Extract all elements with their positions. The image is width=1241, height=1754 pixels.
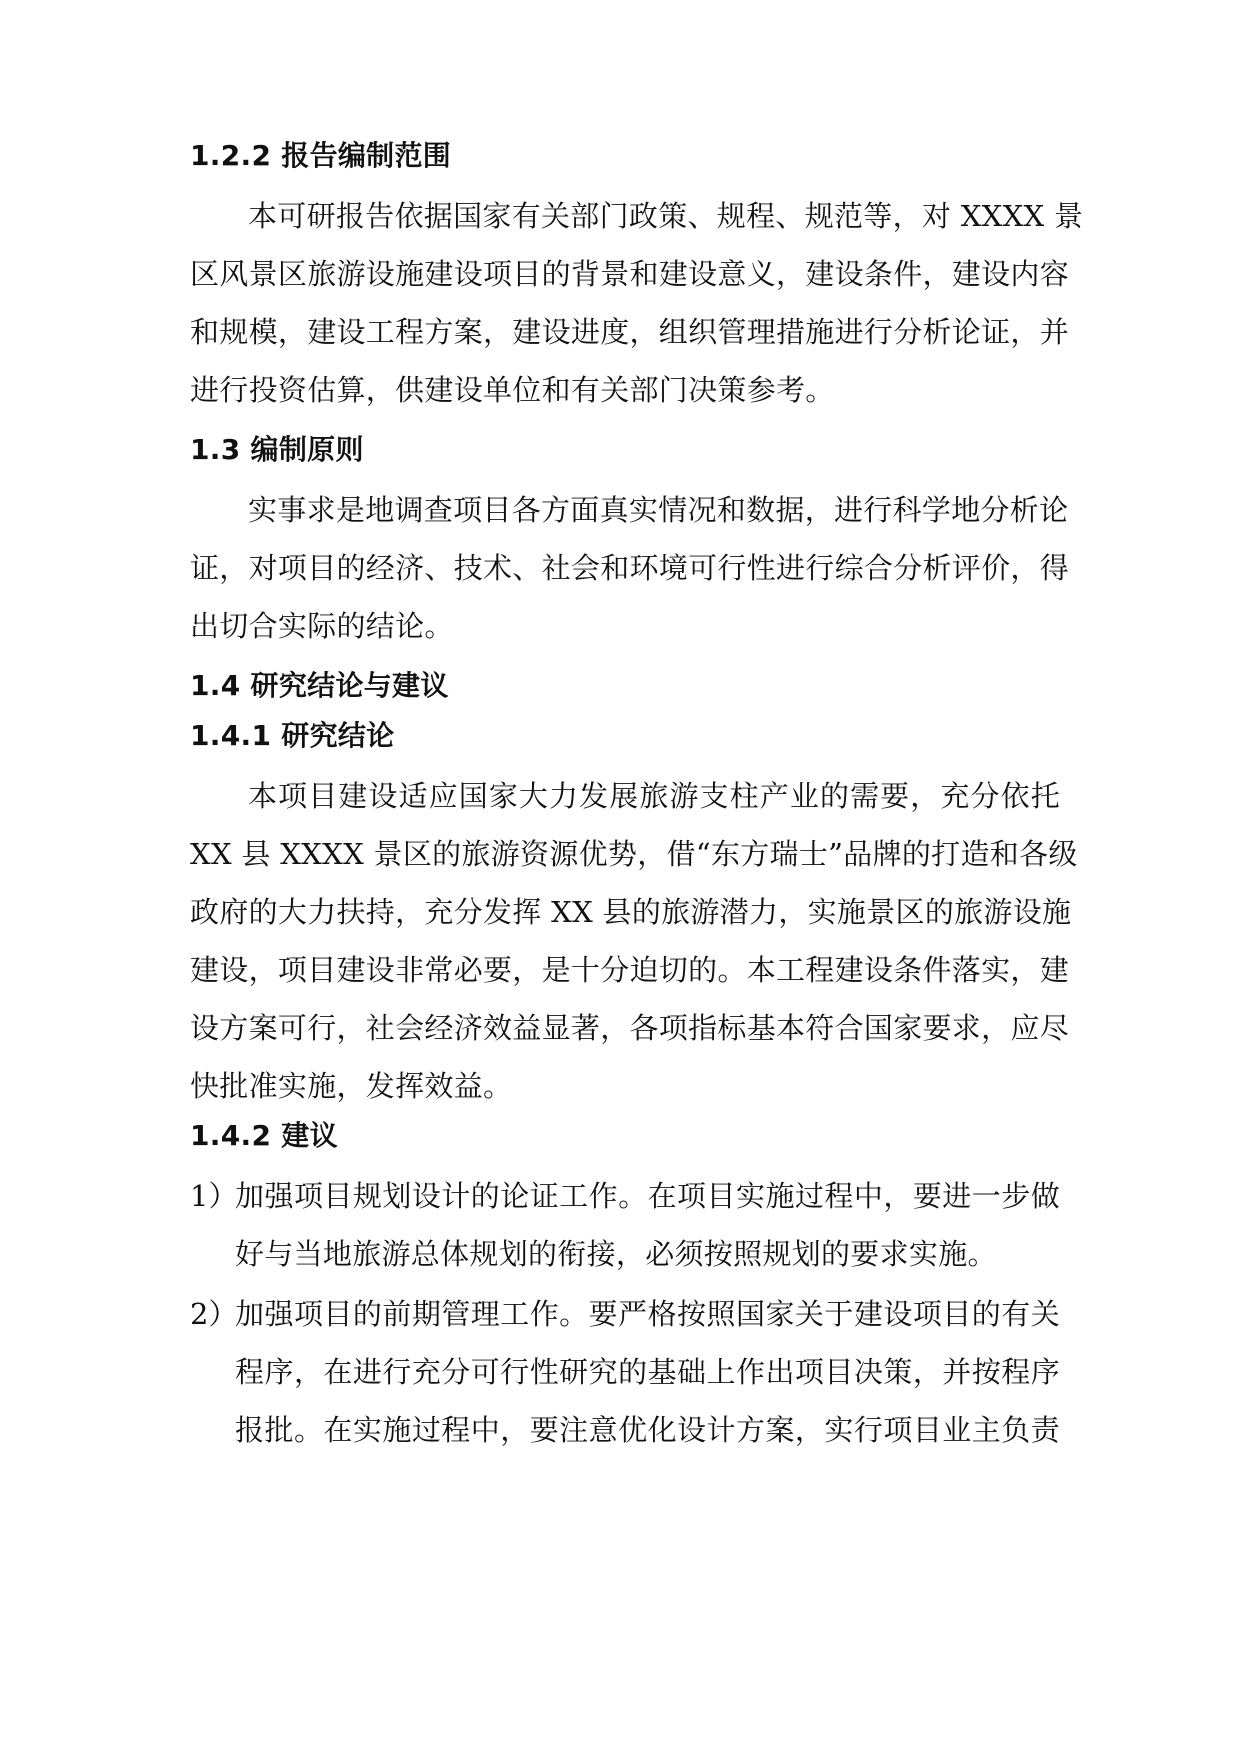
- scope-paragraph-line: 和规模，建设工程方案，建设进度，组织管理措施进行分析论证，并: [190, 315, 1070, 349]
- conclusion-paragraph-line: 政府的大力扶持，充分发挥 XX 县的旅游潜力，实施景区的旅游设施: [190, 895, 1072, 929]
- suggestion-line: 报批。在实施过程中，要注意优化设计方案，实行项目业主负责: [235, 1413, 1060, 1447]
- scope-paragraph-line: 区风景区旅游设施建设项目的背景和建设意义，建设条件，建设内容: [190, 257, 1070, 291]
- heading-1-2-2: 1.2.2 报告编制范围: [190, 139, 452, 172]
- principle-paragraph-line: 证，对项目的经济、技术、社会和环境可行性进行综合分析评价，得: [190, 551, 1070, 585]
- principle-paragraph-line: 实事求是地调查项目各方面真实情况和数据，进行科学地分析论: [248, 493, 1069, 527]
- suggestion-line: 程序，在进行充分可行性研究的基础上作出项目决策，并按程序: [235, 1355, 1060, 1389]
- scope-paragraph-line: 进行投资估算，供建设单位和有关部门决策参考。: [190, 373, 835, 407]
- conclusion-paragraph-line: 快批准实施，发挥效益。: [190, 1069, 513, 1103]
- conclusion-paragraph-line: 设方案可行，社会经济效益显著，各项指标基本符合国家要求，应尽: [190, 1011, 1070, 1045]
- heading-1-3: 1.3 编制原则: [190, 433, 364, 466]
- suggestion-line: 好与当地旅游总体规划的衔接，必须按照规划的要求实施。: [235, 1237, 997, 1271]
- list-marker: 1）: [190, 1179, 238, 1213]
- scope-paragraph-line: 本可研报告依据国家有关部门政策、规程、规范等，对 XXXX 景: [248, 199, 1084, 233]
- principle-paragraph-line: 出切合实际的结论。: [190, 609, 454, 643]
- heading-1-4-2: 1.4.2 建议: [190, 1119, 338, 1152]
- list-marker: 2）: [190, 1297, 238, 1331]
- conclusion-paragraph-line: XX 县 XXXX 景区的旅游资源优势，借“东方瑞士”品牌的打造和各级: [190, 837, 1078, 871]
- conclusion-paragraph-line: 本项目建设适应国家大力发展旅游支柱产业的需要，充分依托: [248, 779, 1060, 813]
- conclusion-paragraph-line: 建设，项目建设非常必要，是十分迫切的。本工程建设条件落实，建: [190, 953, 1070, 987]
- heading-1-4-1: 1.4.1 研究结论: [190, 719, 395, 752]
- heading-1-4: 1.4 研究结论与建议: [190, 669, 449, 702]
- suggestion-line: 加强项目的前期管理工作。要严格按照国家关于建设项目的有关: [235, 1297, 1060, 1331]
- suggestion-line: 加强项目规划设计的论证工作。在项目实施过程中，要进一步做: [235, 1179, 1060, 1213]
